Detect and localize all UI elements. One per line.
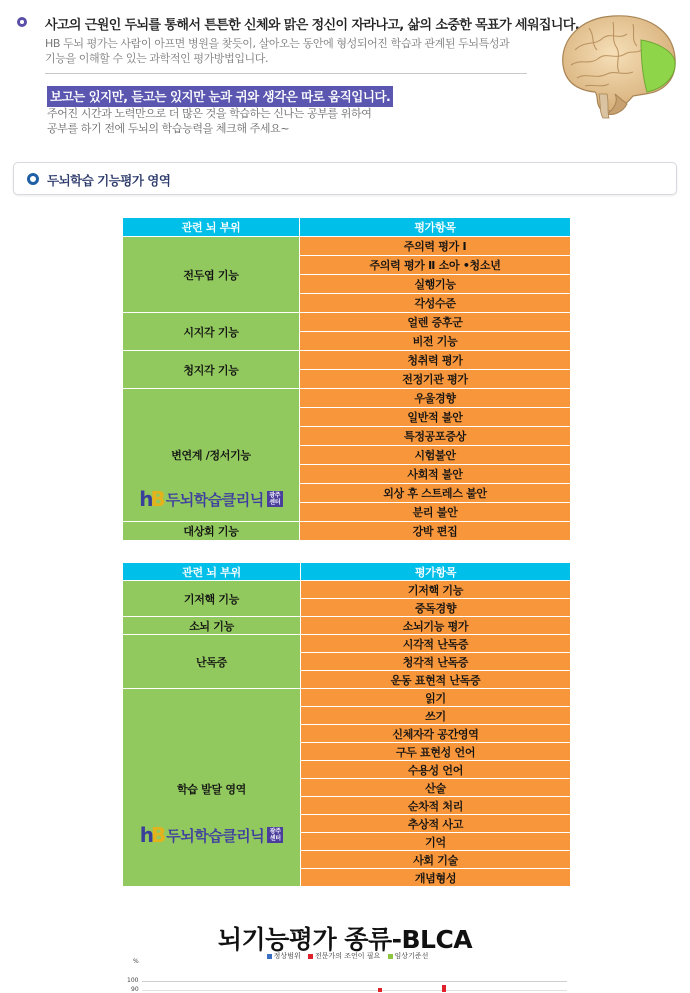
badge-top: 광주 [269,492,281,499]
divider [45,73,527,74]
badge-bottom: 센터 [269,499,281,506]
evaluation-item: 쓰기 [301,707,571,725]
clinic-logo-badge [267,827,283,843]
evaluation-item: 주의력 평가 Ⅱ 소아 •청소년 [300,256,571,275]
evaluation-item: 중독경향 [301,599,571,617]
brain-area-cell [123,389,300,522]
bullet-circle-icon [27,173,39,185]
evaluation-item: 구두 표현성 언어 [301,743,571,761]
evaluation-item: 특정공포증상 [300,427,571,446]
evaluation-item: 전정기관 평가 [300,370,571,389]
evaluation-item: 실행기능 [300,275,571,294]
highlight-description [47,106,527,136]
bullet-circle-icon [17,17,27,27]
evaluation-table-2 [122,562,571,887]
clinic-logo-badge [267,491,283,507]
legend-label: 전문가의 조언이 필요 [314,952,381,960]
evaluation-item: 각성수준 [300,294,571,313]
clinic-logo [123,823,300,847]
chart-bar [378,988,382,992]
intro-description [45,36,545,66]
brain-illustration [555,10,680,120]
badge-bottom: 센터 [269,835,281,842]
clinic-logo-mark [140,823,164,847]
section-title: 두뇌학습 기능평가 영역 [47,173,171,188]
chart-y-tick: 100 [127,977,139,984]
legend-swatch [267,954,272,959]
evaluation-item: 주의력 평가 Ⅰ [300,237,571,256]
evaluation-item: 강박 편집 [300,522,571,541]
brain-area-cell: 청지각 기능 [123,351,300,389]
brain-area-label: 학습 발달 영역 [176,783,246,796]
evaluation-item: 외상 후 스트레스 불안 [300,484,571,503]
brain-area-cell: 대상회 기능 [123,522,300,541]
evaluation-item: 청취력 평가 [300,351,571,370]
highlight-description-line: 주어진 시간과 노력만으로 더 많은 것을 학습하는 신나는 공부를 위하여 [47,107,372,120]
clinic-logo-mark [139,487,163,511]
column-header-area: 관련 뇌 부위 [123,563,301,581]
legend-label: 임상기준선 [394,952,429,960]
chart-title: 뇌기능평가 종류-BLCA [217,925,473,954]
evaluation-item: 추상적 사고 [301,815,571,833]
evaluation-item: 일반적 불안 [300,408,571,427]
chart-gridline [142,990,567,991]
brain-area-cell: 난독증 [123,635,301,689]
legend-swatch [388,954,393,959]
evaluation-item: 사회 기술 [301,851,571,869]
column-header-items: 평가항목 [300,218,571,237]
brain-area-cell: 소뇌 기능 [123,617,301,635]
evaluation-item: 개념형성 [301,869,571,887]
evaluation-item: 비전 기능 [300,332,571,351]
chart-y-unit: % [133,958,139,965]
logo-mark-h: h [139,823,152,847]
legend-label: 정상범위 [273,952,301,960]
evaluation-item: 분리 불안 [300,503,571,522]
badge-top: 광주 [269,828,281,835]
highlight-description-line: 공부를 하기 전에 두뇌의 학습능력을 체크해 주세요~ [47,122,290,135]
brain-area-label: 변연계 /정서기능 [171,449,251,462]
chart-bar [442,985,446,992]
evaluation-item: 신체자각 공간영역 [301,725,571,743]
clinic-logo-text: 두뇌학습클리닉 [165,490,264,509]
chart-gridline [142,981,567,982]
legend-swatch [308,954,313,959]
evaluation-item: 수용성 언어 [301,761,571,779]
evaluation-item: 시각적 난독증 [301,635,571,653]
intro-description-line: HB 두뇌 평가는 사람이 아프면 병원을 찾듯이, 살아오는 동안에 형성되어진 학습과 관계된 두뇌특성과 [45,37,510,50]
evaluation-item: 기저핵 기능 [301,581,571,599]
evaluation-item: 순차적 처리 [301,797,571,815]
evaluation-item: 산술 [301,779,571,797]
clinic-logo-text: 두뇌학습클리닉 [166,826,265,845]
evaluation-item: 운동 표현적 난독증 [301,671,571,689]
highlight-banner: 보고는 있지만, 듣고는 있지만 눈과 귀와 생각은 따로 움직입니다. [47,86,393,107]
evaluation-table-1 [122,217,571,541]
evaluation-item: 기억 [301,833,571,851]
evaluation-item: 읽기 [301,689,571,707]
evaluation-item: 우울경향 [300,389,571,408]
intro-description-line: 기능을 이해할 수 있는 과학적인 평가방법입니다. [45,52,269,65]
brain-area-cell: 시지각 기능 [123,313,300,351]
evaluation-item: 사회적 불안 [300,465,571,484]
brain-area-cell [123,689,301,887]
evaluation-item: 소뇌기능 평가 [301,617,571,635]
chart-legend [0,951,690,961]
chart-y-tick: 90 [131,986,139,993]
intro-title: 사고의 근원인 두뇌를 통해서 튼튼한 신체와 맑은 정신이 자라나고, 삶의 소중한 목표가 세워집니다. [45,18,580,33]
logo-mark-h: h [139,487,151,511]
brain-area-cell: 전두엽 기능 [123,237,300,313]
clinic-logo [123,487,299,511]
evaluation-item: 얼렌 증후군 [300,313,571,332]
evaluation-item: 청각적 난독증 [301,653,571,671]
logo-mark-b: B [151,823,164,847]
section-header [13,162,677,195]
column-header-area: 관련 뇌 부위 [123,218,300,237]
evaluation-item: 시험불안 [300,446,571,465]
logo-mark-b: B [150,487,163,511]
brain-area-cell: 기저핵 기능 [123,581,301,617]
column-header-items: 평가항목 [301,563,571,581]
